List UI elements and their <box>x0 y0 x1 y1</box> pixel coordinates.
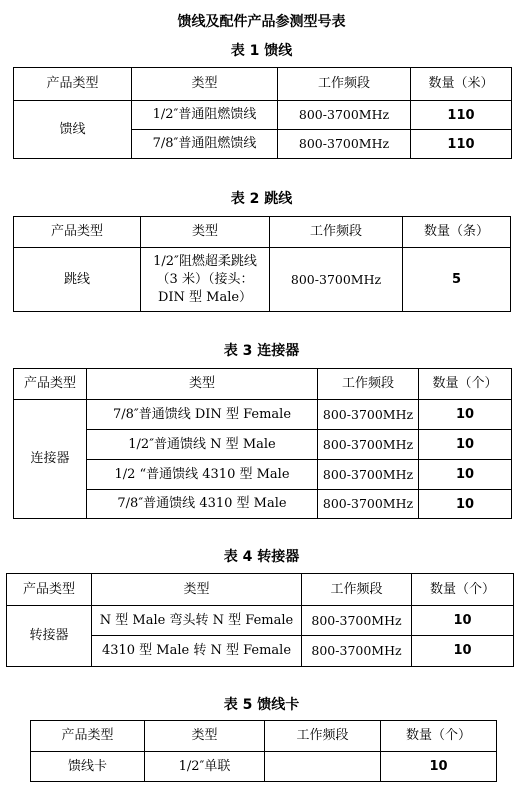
header-product-type: 产品类型 <box>14 217 141 248</box>
band-cell: 800-3700MHz <box>278 101 411 130</box>
table-row <box>31 752 497 782</box>
header-quantity: 数量（个） <box>419 369 512 400</box>
quantity-cell: 10 <box>419 460 512 490</box>
header-product-type: 产品类型 <box>14 68 132 101</box>
type-cell: 7/8″普通馈线 4310 型 Male <box>87 490 318 519</box>
adapter-table <box>6 573 514 667</box>
band-cell: 800-3700MHz <box>318 430 419 460</box>
type-cell: 1/2″普通阻燃馈线 <box>132 101 278 130</box>
band-cell: 800-3700MHz <box>278 130 411 159</box>
feeder-clamp-table <box>30 720 497 782</box>
header-type: 类型 <box>87 369 318 400</box>
table-row <box>7 606 514 636</box>
type-cell: 1/2″阻燃超柔跳线（3 米）（接头：DIN 型 Male） <box>141 248 270 312</box>
table1-caption: 表 1 馈线 <box>230 43 293 59</box>
header-type: 类型 <box>132 68 278 101</box>
quantity-cell: 5 <box>403 248 511 312</box>
header-type: 类型 <box>92 574 302 606</box>
band-cell: 800-3700MHz <box>318 490 419 519</box>
quantity-cell: 10 <box>419 430 512 460</box>
quantity-cell: 110 <box>411 101 512 130</box>
table-row <box>14 400 512 430</box>
table4-caption: 表 4 转接器 <box>223 549 300 565</box>
header-type: 类型 <box>145 721 265 752</box>
band-cell: 800-3700MHz <box>318 400 419 430</box>
header-type: 类型 <box>141 217 270 248</box>
category-cell: 连接器 <box>14 400 87 519</box>
header-product-type: 产品类型 <box>14 369 87 400</box>
header-product-type: 产品类型 <box>31 721 145 752</box>
table-row <box>14 248 511 312</box>
table-row <box>14 430 512 460</box>
type-cell: 1/2″单联 <box>145 752 265 782</box>
connector-table <box>13 368 512 519</box>
table-row <box>14 101 512 130</box>
category-cell: 转接器 <box>7 606 92 667</box>
header-band: 工作频段 <box>270 217 403 248</box>
header-band: 工作频段 <box>318 369 419 400</box>
header-quantity: 数量（个） <box>381 721 497 752</box>
type-cell: N 型 Male 弯头转 N 型 Female <box>92 606 302 636</box>
document-title: 馈线及配件产品参测型号表 <box>177 14 346 30</box>
band-cell <box>265 752 381 782</box>
type-cell: 1/2 “普通馈线 4310 型 Male <box>87 460 318 490</box>
header-quantity: 数量（米） <box>411 68 512 101</box>
category-cell: 跳线 <box>14 248 141 312</box>
band-cell: 800-3700MHz <box>302 606 412 636</box>
category-cell: 馈线卡 <box>31 752 145 782</box>
quantity-cell: 10 <box>419 490 512 519</box>
table2-caption: 表 2 跳线 <box>230 191 293 207</box>
table-header-row <box>14 369 512 400</box>
band-cell: 800-3700MHz <box>302 636 412 667</box>
header-band: 工作频段 <box>265 721 381 752</box>
table3-caption: 表 3 连接器 <box>223 343 300 359</box>
quantity-cell: 10 <box>412 636 514 667</box>
quantity-cell: 10 <box>381 752 497 782</box>
table-header-row <box>31 721 497 752</box>
header-band: 工作频段 <box>302 574 412 606</box>
table-row <box>14 490 512 519</box>
type-cell: 7/8″普通馈线 DIN 型 Female <box>87 400 318 430</box>
header-quantity: 数量（个） <box>412 574 514 606</box>
header-band: 工作频段 <box>278 68 411 101</box>
table-header-row <box>14 68 512 101</box>
band-cell: 800-3700MHz <box>270 248 403 312</box>
header-product-type: 产品类型 <box>7 574 92 606</box>
quantity-cell: 110 <box>411 130 512 159</box>
type-cell: 4310 型 Male 转 N 型 Female <box>92 636 302 667</box>
table-row <box>14 460 512 490</box>
table-header-row <box>7 574 514 606</box>
feeder-table <box>13 67 512 159</box>
type-cell: 7/8″普通阻燃馈线 <box>132 130 278 159</box>
quantity-cell: 10 <box>412 606 514 636</box>
table-header-row <box>14 217 511 248</box>
category-cell: 馈线 <box>14 101 132 159</box>
type-cell: 1/2″普通馈线 N 型 Male <box>87 430 318 460</box>
table5-caption: 表 5 馈线卡 <box>223 697 300 713</box>
header-quantity: 数量（条） <box>403 217 511 248</box>
band-cell: 800-3700MHz <box>318 460 419 490</box>
quantity-cell: 10 <box>419 400 512 430</box>
jumper-table <box>13 216 511 312</box>
